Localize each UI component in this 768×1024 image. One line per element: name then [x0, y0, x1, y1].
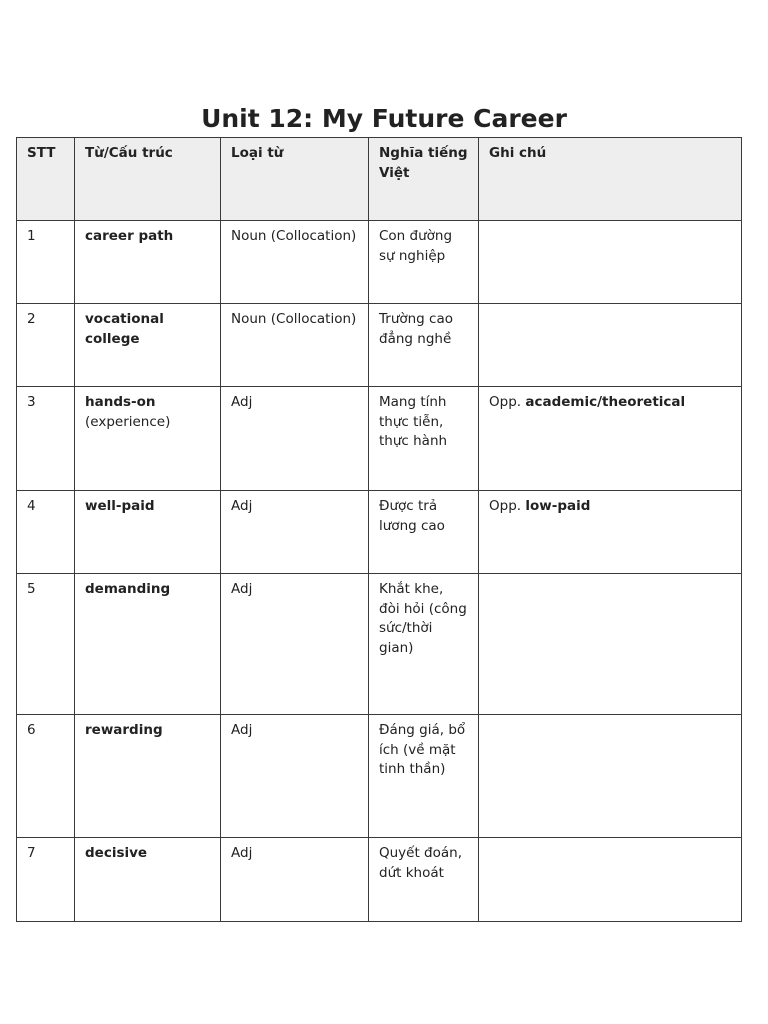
- cell-word: [75, 304, 221, 387]
- cell-meaning: Trường cao đẳng nghề: [369, 304, 479, 387]
- table-row: [17, 221, 742, 304]
- cell-note: [479, 387, 742, 491]
- cell-note: [479, 221, 742, 304]
- word-term: hands-on: [85, 394, 156, 410]
- cell-stt: 5: [17, 574, 75, 715]
- cell-type: Noun (Collocation): [221, 304, 369, 387]
- vocabulary-table: [16, 137, 742, 922]
- cell-word: [75, 715, 221, 838]
- word-term: well-paid: [85, 498, 155, 514]
- cell-note: [479, 304, 742, 387]
- note-prefix: Opp.: [489, 498, 522, 514]
- cell-type: Adj: [221, 491, 369, 574]
- table-row: [17, 838, 742, 922]
- table-row: [17, 715, 742, 838]
- cell-note: [479, 838, 742, 922]
- cell-word: [75, 838, 221, 922]
- cell-word: [75, 491, 221, 574]
- header-note: Ghi chú: [479, 138, 742, 221]
- cell-note: [479, 574, 742, 715]
- cell-meaning: Được trả lương cao: [369, 491, 479, 574]
- note-prefix: Opp.: [489, 394, 522, 410]
- table-row: [17, 491, 742, 574]
- cell-meaning: Đáng giá, bổ ích (về mặt tinh thần): [369, 715, 479, 838]
- cell-meaning: Khắt khe, đòi hỏi (công sức/thời gian): [369, 574, 479, 715]
- cell-word: [75, 387, 221, 491]
- page-title: Unit 12: My Future Career: [201, 103, 567, 133]
- table-row: [17, 304, 742, 387]
- cell-type: Adj: [221, 387, 369, 491]
- cell-note: [479, 715, 742, 838]
- header-word: Từ/Cấu trúc: [75, 138, 221, 221]
- cell-meaning: Quyết đoán, dứt khoát: [369, 838, 479, 922]
- word-term: decisive: [85, 845, 148, 861]
- header-stt: STT: [17, 138, 75, 221]
- cell-stt: 3: [17, 387, 75, 491]
- note-term: academic/theoretical: [525, 394, 686, 410]
- cell-note: [479, 491, 742, 574]
- cell-type: Noun (Collocation): [221, 221, 369, 304]
- word-term: demanding: [85, 581, 171, 597]
- word-extra: (experience): [85, 413, 171, 430]
- cell-type: Adj: [221, 715, 369, 838]
- cell-stt: 2: [17, 304, 75, 387]
- header-type: Loại từ: [221, 138, 369, 221]
- cell-type: Adj: [221, 574, 369, 715]
- cell-stt: 7: [17, 838, 75, 922]
- cell-word: [75, 221, 221, 304]
- cell-meaning: Mang tính thực tiễn, thực hành: [369, 387, 479, 491]
- header-meaning: Nghĩa tiếng Việt: [369, 138, 479, 221]
- word-term: rewarding: [85, 722, 163, 738]
- word-term: career path: [85, 228, 174, 244]
- cell-stt: 4: [17, 491, 75, 574]
- cell-type: Adj: [221, 838, 369, 922]
- cell-stt: 1: [17, 221, 75, 304]
- cell-stt: 6: [17, 715, 75, 838]
- table-header-row: [17, 138, 742, 221]
- table-row: [17, 574, 742, 715]
- word-term: vocational college: [85, 311, 164, 347]
- cell-meaning: Con đường sự nghiệp: [369, 221, 479, 304]
- cell-word: [75, 574, 221, 715]
- note-term: low-paid: [525, 498, 591, 514]
- table-row: [17, 387, 742, 491]
